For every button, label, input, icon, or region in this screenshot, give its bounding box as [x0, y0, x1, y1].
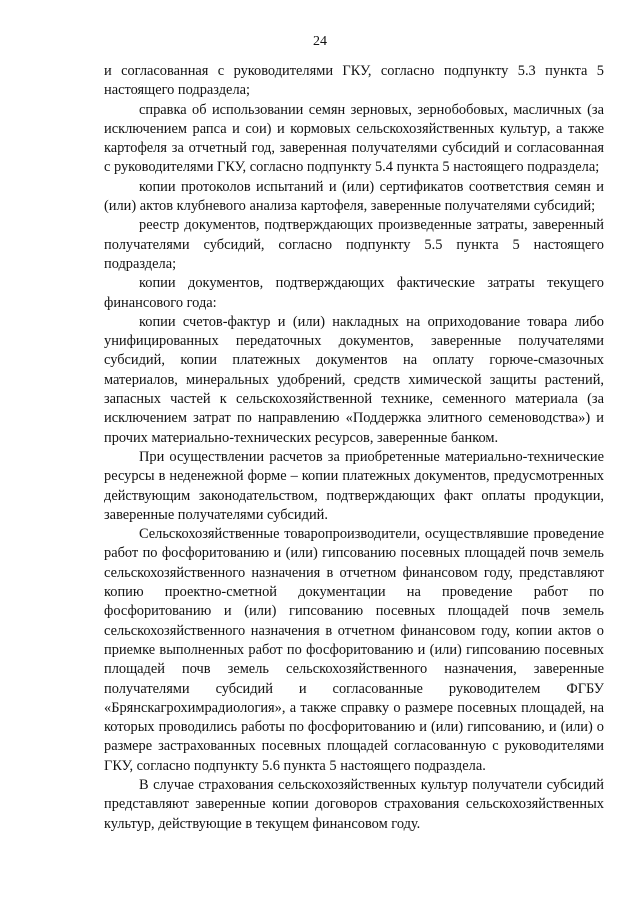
paragraph-invoices: копии счетов-фактур и (или) накладных на оприходование товара либо унифицированных передаточных документов, заверенные получателями субсидий, копии платежных документов на оплату горюче-смазочных материалов, минеральных удобрений, средств химической защиты растений, запасных частей к сельскохозяйственной технике, семенного материала (за исключением затрат по направлению «Поддержка элитного семеноводства») и прочих материально-технических ресурсов, заверенные банком. [104, 313, 604, 446]
document-body [104, 62, 604, 834]
paragraph-phosphoritization: Сельскохозяйственные товаропроизводители, осуществлявшие проведение работ по фосфоритованию и (или) гипсованию посевных площадей почв земель сельскохозяйственного назначения в отчетном финансовом году, представляют копию проектно-сметной документации на проведение работ по фосфоритованию и (или) гипсованию посевных площадей почв земель сельскохозяйственного назначения в отчетном финансовом году, копии актов о приемке выполненных работ по фосфоритованию и (или) гипсованию посевных площадей почв земель сельскохозяйственного назначения, заверенные получателями субсидий и согласованные руководителем ФГБУ «Брянскагрохимрадиология», а также справку о размере посевных площадей, на которых проводились работы по фосфоритованию и (или) гипсованию, и (или) о размере застрахованных посевных площадей согласованную с руководителями ГКУ, согласно подпункту 5.6 пункта 5 настоящего подраздела. [104, 526, 604, 774]
paragraph-actual-costs: копии документов, подтверждающих фактические затраты текущего финансового года: [104, 275, 604, 311]
paragraph-crop-insurance: В случае страхования сельскохозяйственных культур получатели субсидий представляют заверенные копии договоров страхования сельскохозяйственных культур, действующие в текущем финансовом году. [104, 776, 604, 832]
paragraph-non-cash-payments: При осуществлении расчетов за приобретенные материально-технические ресурсы в неденежной форме – копии платежных документов, предусмотренных действующим законодательством, подтверждающих факт оплаты продукции, заверенные получателями субсидий. [104, 448, 604, 523]
paragraph-expense-register: реестр документов, подтверждающих произведенные затраты, заверенный получателями субсидий, согласно подпункту 5.5 пункта 5 настоящего подраздела; [104, 217, 604, 272]
paragraph-test-protocols: копии протоколов испытаний и (или) сертификатов соответствия семян и (или) актов клубневого анализа картофеля, заверенные получателями субсидий; [104, 178, 604, 215]
page-number: 24 [313, 34, 327, 49]
paragraph-seed-usage-certificate: справка об использовании семян зерновых, зернобобовых, масличных (за исключением рапса и сои) и кормовых сельскохозяйственных культур, а также картофеля за отчетный год, заверенная получателями субсидий и согласованная с руководителями ГКУ, согласно подпункту 5.4 пункта 5 настоящего подраздела; [104, 101, 604, 176]
paragraph-continuation: и согласованная с руководителями ГКУ, согласно подпункту 5.3 пункта 5 настоящего подраздела; [104, 63, 604, 99]
